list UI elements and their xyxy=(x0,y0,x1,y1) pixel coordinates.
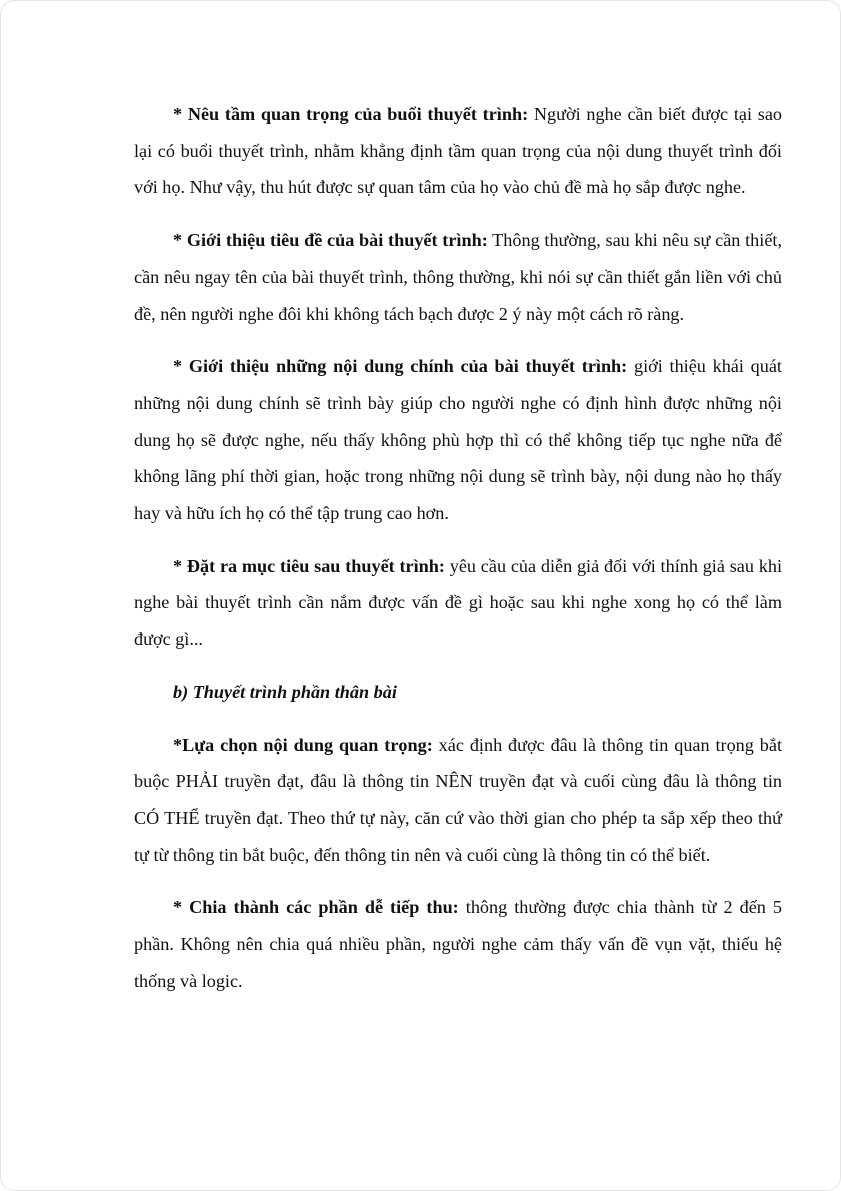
paragraph-title-intro xyxy=(134,222,782,332)
paragraph-importance xyxy=(134,96,782,206)
paragraph-main-content xyxy=(134,348,782,532)
page-content xyxy=(134,96,782,999)
paragraph-text: Người nghe cần biết được tại sao lại có buổi thuyết trình, nhằm khẳng định tầm quan trọng của nội dung thuyết trình đối với họ. Như vậy, thu hút được sự quan tâm của họ vào chủ đề mà họ sắp được nghe. xyxy=(134,104,782,198)
subsection-heading xyxy=(134,674,782,711)
paragraph-heading: * Đặt ra mục tiêu sau thuyết trình: xyxy=(173,555,445,576)
paragraph-objectives xyxy=(134,548,782,658)
paragraph-heading: *Lựa chọn nội dung quan trọng: xyxy=(173,734,433,755)
paragraph-heading: * Giới thiệu những nội dung chính của bài thuyết trình: xyxy=(173,356,628,377)
paragraph-text: yêu cầu của diễn giả đối với thính giả sau khi nghe bài thuyết trình cần nắm được vấn đề gì hoặc sau khi nghe xong họ có thể làm được gì... xyxy=(134,555,782,650)
paragraph-select-content xyxy=(134,727,782,874)
paragraph-heading: * Giới thiệu tiêu đề của bài thuyết trình: xyxy=(173,230,488,251)
paragraph-text: xác định được đâu là thông tin quan trọng bắt buộc PHẢI truyền đạt, đâu là thông tin NÊN truyền đạt và cuối cùng đâu là thông tin CÓ THỂ truyền đạt. Theo thứ tự này, căn cứ vào thời gian cho phép ta sắp xếp theo thứ tự từ thông tin bắt buộc, đến thông tin nên và cuối cùng là thông tin có thể biết. xyxy=(134,734,782,865)
paragraph-text: Thông thường, sau khi nêu sự cần thiết, cần nêu ngay tên của bài thuyết trình, thông thường, khi nói sự cần thiết gắn liền với chủ đề, nên người nghe đôi khi không tách bạch được 2 ý này một cách rõ ràng. xyxy=(134,230,782,324)
paragraph-text: thông thường được chia thành từ 2 đến 5 phần. Không nên chia quá nhiều phần, người nghe cảm thấy vấn đề vụn vặt, thiếu hệ thống và logic. xyxy=(134,897,783,991)
subsection-title: b) Thuyết trình phần thân bài xyxy=(173,681,397,702)
paragraph-text: giới thiệu khái quát những nội dung chính sẽ trình bày giúp cho người nghe có định hình được những nội dung họ sẽ được nghe, nếu thấy không phù hợp thì có thể không tiếp tục nghe nữa để không lãng phí thời gian, hoặc trong những nội dung sẽ trình bày, nội dung nào họ thấy hay và hữu ích họ có thể tập trung cao hơn. xyxy=(134,356,782,524)
paragraph-heading: * Nêu tầm quan trọng của buổi thuyết trình: xyxy=(173,104,529,124)
paragraph-divide-parts xyxy=(134,889,782,999)
paragraph-heading: * Chia thành các phần dễ tiếp thu: xyxy=(173,897,459,918)
